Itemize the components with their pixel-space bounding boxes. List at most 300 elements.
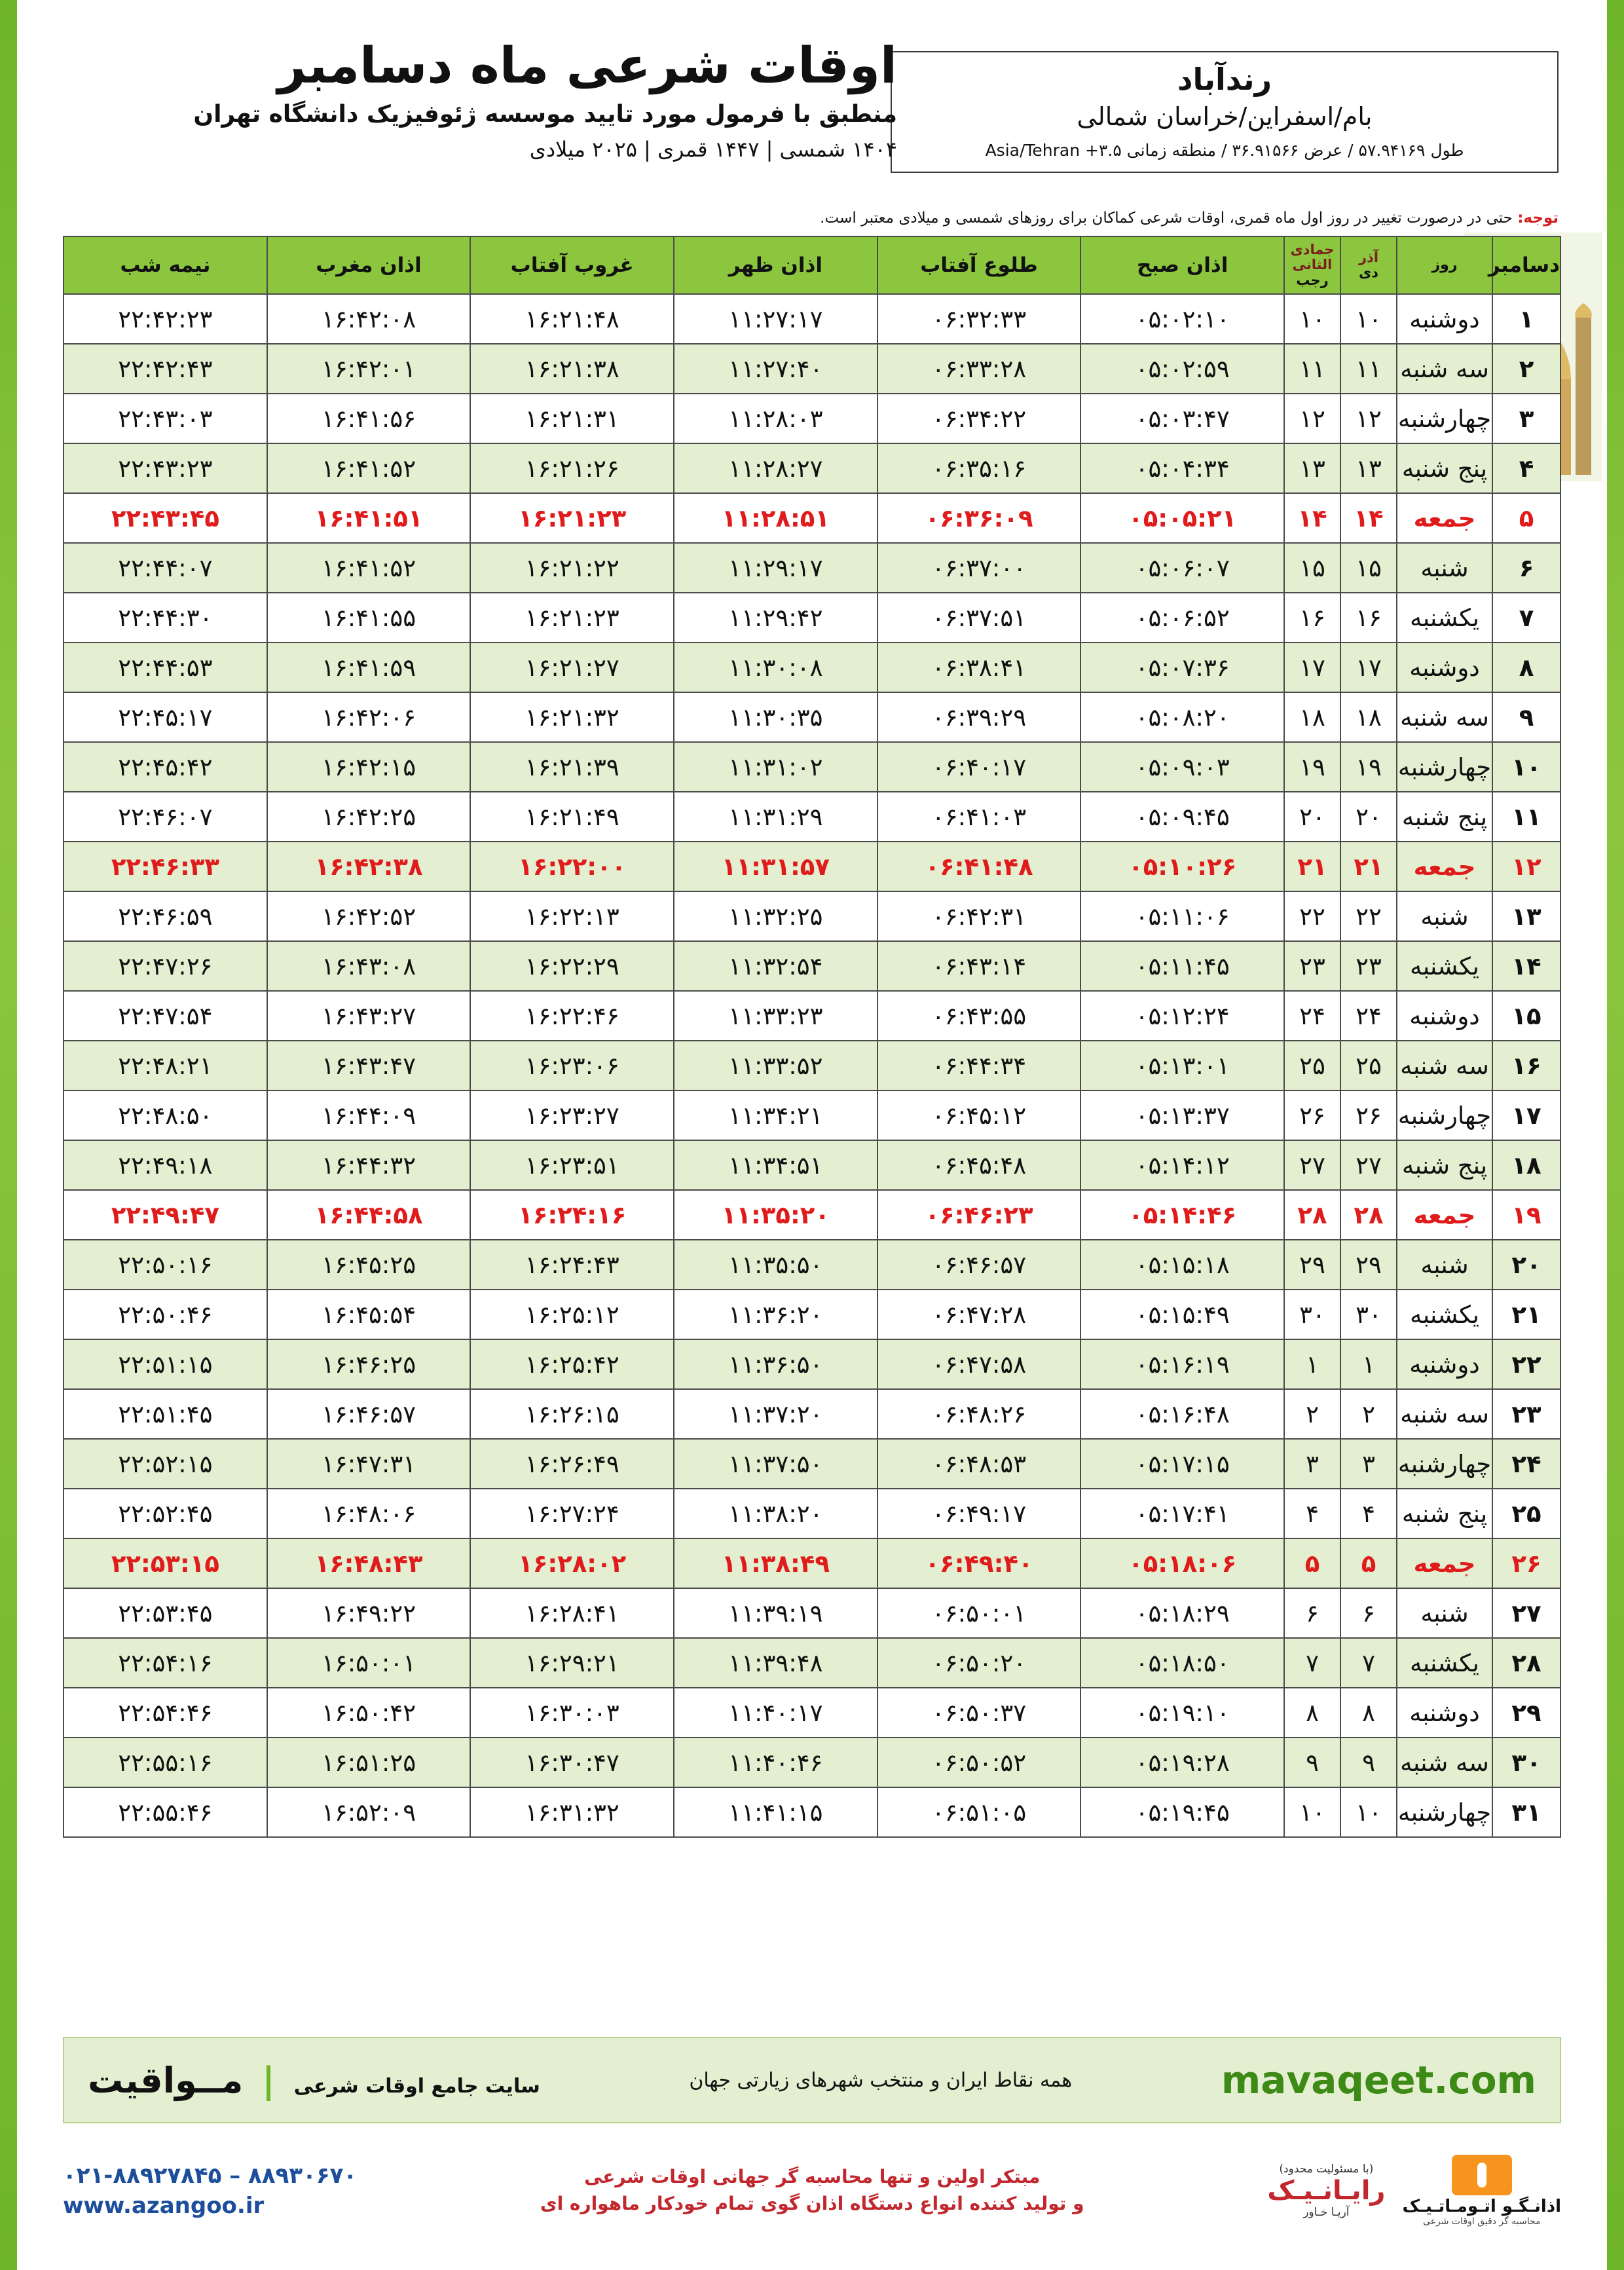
dhuhr-time: ۱۱:۳۲:۲۵ bbox=[674, 891, 877, 941]
rayanik-logo-sub: آریـا خـاور bbox=[1303, 2206, 1350, 2219]
weekday-name: شنبه bbox=[1397, 1588, 1492, 1638]
table-row bbox=[64, 1041, 1560, 1090]
col-header-sunrise: طلوع آفتاب bbox=[877, 236, 1081, 294]
col-header-maghrib: اذان مغرب bbox=[267, 236, 471, 294]
dhuhr-time: ۱۱:۴۰:۴۶ bbox=[674, 1738, 877, 1787]
note-line bbox=[79, 210, 1559, 227]
solar-header-top: آذر bbox=[1358, 249, 1379, 265]
midnight-time: ۲۲:۵۳:۴۵ bbox=[64, 1588, 267, 1638]
table-row bbox=[64, 294, 1560, 344]
solar-date: ۷ bbox=[1340, 1638, 1397, 1688]
hijri-header-top: جمادی الثانی bbox=[1290, 242, 1335, 273]
fajr-time: ۰۵:۱۸:۲۹ bbox=[1080, 1588, 1284, 1638]
fajr-time: ۰۵:۰۳:۴۷ bbox=[1080, 394, 1284, 443]
hijri-date: ۳ bbox=[1284, 1439, 1340, 1489]
sunrise-time: ۰۶:۴۶:۵۷ bbox=[877, 1240, 1081, 1290]
azangoo-mark-icon bbox=[1452, 2155, 1512, 2195]
sunset-time: ۱۶:۲۵:۱۲ bbox=[470, 1290, 674, 1339]
rayanik-logo-top: (با مسئولیت محدود) bbox=[1279, 2163, 1374, 2176]
hijri-date: ۷ bbox=[1284, 1638, 1340, 1688]
azangoo-logo-sub: محاسبه گر دقیق اوقات شرعی bbox=[1422, 2216, 1541, 2227]
col-header-solar bbox=[1340, 236, 1397, 294]
table-row bbox=[64, 1787, 1560, 1837]
hijri-date: ۲۰ bbox=[1284, 792, 1340, 842]
footer-azangoo-website[interactable]: www.azangoo.ir bbox=[63, 2193, 265, 2219]
azangoo-logo bbox=[1402, 2155, 1561, 2227]
hijri-date: ۲۱ bbox=[1284, 842, 1340, 891]
day-number: ۲۱ bbox=[1492, 1290, 1560, 1339]
weekday-name: دوشنبه bbox=[1397, 1339, 1492, 1389]
solar-date: ۱۶ bbox=[1340, 593, 1397, 642]
weekday-name: جمعه bbox=[1397, 1190, 1492, 1240]
solar-header-bottom: دی bbox=[1358, 265, 1379, 280]
hijri-date: ۱۹ bbox=[1284, 742, 1340, 792]
weekday-name: یکشنبه bbox=[1397, 1638, 1492, 1688]
weekday-name: شنبه bbox=[1397, 891, 1492, 941]
fajr-time: ۰۵:۱۰:۲۶ bbox=[1080, 842, 1284, 891]
day-number: ۵ bbox=[1492, 493, 1560, 543]
table-row bbox=[64, 1489, 1560, 1538]
maghrib-time: ۱۶:۴۲:۰۶ bbox=[267, 692, 471, 742]
maghrib-time: ۱۶:۵۰:۰۱ bbox=[267, 1638, 471, 1688]
midnight-time: ۲۲:۵۲:۱۵ bbox=[64, 1439, 267, 1489]
fajr-time: ۰۵:۱۲:۲۴ bbox=[1080, 991, 1284, 1041]
hijri-date: ۹ bbox=[1284, 1738, 1340, 1787]
hijri-date: ۲۸ bbox=[1284, 1190, 1340, 1240]
weekday-name: شنبه bbox=[1397, 543, 1492, 593]
hijri-date: ۱۸ bbox=[1284, 692, 1340, 742]
footer-contact bbox=[63, 2163, 357, 2219]
note-label: توجه: bbox=[1517, 210, 1559, 227]
table-body bbox=[64, 294, 1560, 1837]
sunset-time: ۱۶:۲۱:۳۸ bbox=[470, 344, 674, 394]
midnight-time: ۲۲:۴۹:۱۸ bbox=[64, 1140, 267, 1190]
title-block bbox=[79, 36, 897, 162]
weekday-name: جمعه bbox=[1397, 1538, 1492, 1588]
weekday-name: پنج شنبه bbox=[1397, 1140, 1492, 1190]
table-header-row bbox=[64, 236, 1560, 294]
dhuhr-time: ۱۱:۲۸:۲۷ bbox=[674, 443, 877, 493]
hijri-date: ۱۰ bbox=[1284, 1787, 1340, 1837]
day-number: ۳۰ bbox=[1492, 1738, 1560, 1787]
note-text: حتی در درصورت تغییر در روز اول ماه قمری، اوقات شرعی کماکان برای روزهای شمسی و میلادی معتبر است. bbox=[820, 210, 1513, 227]
hijri-date: ۱ bbox=[1284, 1339, 1340, 1389]
weekday-name: یکشنبه bbox=[1397, 941, 1492, 991]
solar-date: ۱۰ bbox=[1340, 1787, 1397, 1837]
weekday-name: چهارشنبه bbox=[1397, 1787, 1492, 1837]
midnight-time: ۲۲:۴۶:۳۳ bbox=[64, 842, 267, 891]
dhuhr-time: ۱۱:۳۱:۵۷ bbox=[674, 842, 877, 891]
maghrib-time: ۱۶:۴۱:۵۶ bbox=[267, 394, 471, 443]
hijri-date: ۱۷ bbox=[1284, 642, 1340, 692]
col-header-dhuhr: اذان ظهر bbox=[674, 236, 877, 294]
solar-date: ۸ bbox=[1340, 1688, 1397, 1738]
maghrib-time: ۱۶:۴۵:۲۵ bbox=[267, 1240, 471, 1290]
dhuhr-time: ۱۱:۳۳:۵۲ bbox=[674, 1041, 877, 1090]
sunrise-time: ۰۶:۴۹:۴۰ bbox=[877, 1538, 1081, 1588]
footer-desc-line-2: و تولید کننده انواع دستگاه اذان گوی تمام خودکار ماهواره ای bbox=[540, 2193, 1084, 2214]
table-row bbox=[64, 842, 1560, 891]
sunrise-time: ۰۶:۴۵:۱۲ bbox=[877, 1090, 1081, 1140]
midnight-time: ۲۲:۴۶:۵۹ bbox=[64, 891, 267, 941]
day-number: ۶ bbox=[1492, 543, 1560, 593]
day-number: ۱ bbox=[1492, 294, 1560, 344]
fajr-time: ۰۵:۱۷:۱۵ bbox=[1080, 1439, 1284, 1489]
hijri-date: ۸ bbox=[1284, 1688, 1340, 1738]
col-header-weekday: روز bbox=[1397, 236, 1492, 294]
city-info-box bbox=[891, 51, 1559, 173]
solar-date: ۱۷ bbox=[1340, 642, 1397, 692]
day-number: ۱۳ bbox=[1492, 891, 1560, 941]
table-row bbox=[64, 543, 1560, 593]
solar-date: ۳ bbox=[1340, 1439, 1397, 1489]
weekday-name: سه شنبه bbox=[1397, 344, 1492, 394]
hijri-date: ۲۲ bbox=[1284, 891, 1340, 941]
sunset-time: ۱۶:۳۱:۳۲ bbox=[470, 1787, 674, 1837]
maghrib-time: ۱۶:۴۱:۵۲ bbox=[267, 443, 471, 493]
dhuhr-time: ۱۱:۳۵:۲۰ bbox=[674, 1190, 877, 1240]
hijri-date: ۵ bbox=[1284, 1538, 1340, 1588]
weekday-name: پنج شنبه bbox=[1397, 443, 1492, 493]
maghrib-time: ۱۶:۵۲:۰۹ bbox=[267, 1787, 471, 1837]
weekday-name: چهارشنبه bbox=[1397, 742, 1492, 792]
city-coordinates: طول ۵۷.۹۴۱۶۹ / عرض ۳۶.۹۱۵۶۶ / منطقه زمانی ۳.۵+ Asia/Tehran bbox=[985, 140, 1464, 160]
city-region: بام/اسفراین/خراسان شمالی bbox=[1077, 102, 1373, 132]
maghrib-time: ۱۶:۴۲:۰۸ bbox=[267, 294, 471, 344]
fajr-time: ۰۵:۱۴:۴۶ bbox=[1080, 1190, 1284, 1240]
fajr-time: ۰۵:۱۱:۰۶ bbox=[1080, 891, 1284, 941]
solar-date: ۵ bbox=[1340, 1538, 1397, 1588]
weekday-name: دوشنبه bbox=[1397, 294, 1492, 344]
sunset-time: ۱۶:۲۶:۴۹ bbox=[470, 1439, 674, 1489]
solar-date: ۶ bbox=[1340, 1588, 1397, 1638]
dhuhr-time: ۱۱:۳۰:۰۸ bbox=[674, 642, 877, 692]
fajr-time: ۰۵:۰۵:۲۱ bbox=[1080, 493, 1284, 543]
solar-date: ۱۱ bbox=[1340, 344, 1397, 394]
day-number: ۷ bbox=[1492, 593, 1560, 642]
dhuhr-time: ۱۱:۳۷:۵۰ bbox=[674, 1439, 877, 1489]
fajr-time: ۰۵:۱۶:۴۸ bbox=[1080, 1389, 1284, 1439]
sunrise-time: ۰۶:۳۲:۳۳ bbox=[877, 294, 1081, 344]
sunset-time: ۱۶:۲۷:۲۴ bbox=[470, 1489, 674, 1538]
sunrise-time: ۰۶:۳۶:۰۹ bbox=[877, 493, 1081, 543]
maghrib-time: ۱۶:۴۱:۵۵ bbox=[267, 593, 471, 642]
day-number: ۱۵ bbox=[1492, 991, 1560, 1041]
dhuhr-time: ۱۱:۳۸:۲۰ bbox=[674, 1489, 877, 1538]
solar-date: ۱ bbox=[1340, 1339, 1397, 1389]
table-row bbox=[64, 1638, 1560, 1688]
sunset-time: ۱۶:۲۵:۴۲ bbox=[470, 1339, 674, 1389]
dhuhr-time: ۱۱:۳۶:۵۰ bbox=[674, 1339, 877, 1389]
sunset-time: ۱۶:۲۸:۰۲ bbox=[470, 1538, 674, 1588]
solar-date: ۲۶ bbox=[1340, 1090, 1397, 1140]
midnight-time: ۲۲:۴۳:۰۳ bbox=[64, 394, 267, 443]
sunrise-time: ۰۶:۵۰:۰۱ bbox=[877, 1588, 1081, 1638]
midnight-time: ۲۲:۵۵:۱۶ bbox=[64, 1738, 267, 1787]
sunrise-time: ۰۶:۳۷:۰۰ bbox=[877, 543, 1081, 593]
maghrib-time: ۱۶:۴۱:۵۹ bbox=[267, 642, 471, 692]
dhuhr-time: ۱۱:۳۴:۲۱ bbox=[674, 1090, 877, 1140]
sunset-time: ۱۶:۲۱:۴۹ bbox=[470, 792, 674, 842]
midnight-time: ۲۲:۵۳:۱۵ bbox=[64, 1538, 267, 1588]
table-row bbox=[64, 742, 1560, 792]
sunrise-time: ۰۶:۴۷:۲۸ bbox=[877, 1290, 1081, 1339]
dhuhr-time: ۱۱:۳۸:۴۹ bbox=[674, 1538, 877, 1588]
maghrib-time: ۱۶:۴۸:۰۶ bbox=[267, 1489, 471, 1538]
maghrib-time: ۱۶:۴۴:۳۲ bbox=[267, 1140, 471, 1190]
hijri-date: ۲ bbox=[1284, 1389, 1340, 1439]
table-row bbox=[64, 1090, 1560, 1140]
day-number: ۱۴ bbox=[1492, 941, 1560, 991]
weekday-name: پنج شنبه bbox=[1397, 1489, 1492, 1538]
table-row bbox=[64, 1389, 1560, 1439]
col-header-hijri bbox=[1284, 236, 1340, 294]
solar-date: ۳۰ bbox=[1340, 1290, 1397, 1339]
table-row bbox=[64, 891, 1560, 941]
midnight-time: ۲۲:۴۴:۵۳ bbox=[64, 642, 267, 692]
day-number: ۲۸ bbox=[1492, 1638, 1560, 1688]
maghrib-time: ۱۶:۴۶:۲۵ bbox=[267, 1339, 471, 1389]
footer-bottom bbox=[63, 2142, 1561, 2240]
maghrib-time: ۱۶:۴۷:۳۱ bbox=[267, 1439, 471, 1489]
dhuhr-time: ۱۱:۳۱:۲۹ bbox=[674, 792, 877, 842]
solar-date: ۴ bbox=[1340, 1489, 1397, 1538]
fajr-time: ۰۵:۱۸:۰۶ bbox=[1080, 1538, 1284, 1588]
solar-date: ۲۵ bbox=[1340, 1041, 1397, 1090]
fajr-time: ۰۵:۰۹:۴۵ bbox=[1080, 792, 1284, 842]
midnight-time: ۲۲:۵۴:۴۶ bbox=[64, 1688, 267, 1738]
solar-date: ۱۲ bbox=[1340, 394, 1397, 443]
sunrise-time: ۰۶:۴۶:۲۳ bbox=[877, 1190, 1081, 1240]
day-number: ۲۵ bbox=[1492, 1489, 1560, 1538]
table-row bbox=[64, 941, 1560, 991]
table-row bbox=[64, 1688, 1560, 1738]
maghrib-time: ۱۶:۴۶:۵۷ bbox=[267, 1389, 471, 1439]
midnight-time: ۲۲:۴۵:۴۲ bbox=[64, 742, 267, 792]
hijri-date: ۱۳ bbox=[1284, 443, 1340, 493]
sunset-time: ۱۶:۲۱:۴۸ bbox=[470, 294, 674, 344]
city-name: رندآباد bbox=[1177, 62, 1272, 97]
fajr-time: ۰۵:۰۶:۰۷ bbox=[1080, 543, 1284, 593]
sunrise-time: ۰۶:۴۳:۵۵ bbox=[877, 991, 1081, 1041]
table-row bbox=[64, 344, 1560, 394]
sunset-time: ۱۶:۲۱:۳۲ bbox=[470, 692, 674, 742]
day-number: ۱۱ bbox=[1492, 792, 1560, 842]
fajr-time: ۰۵:۰۸:۲۰ bbox=[1080, 692, 1284, 742]
solar-date: ۱۹ bbox=[1340, 742, 1397, 792]
maghrib-time: ۱۶:۴۳:۴۷ bbox=[267, 1041, 471, 1090]
solar-date: ۲ bbox=[1340, 1389, 1397, 1439]
weekday-name: شنبه bbox=[1397, 1240, 1492, 1290]
sunrise-time: ۰۶:۴۸:۲۶ bbox=[877, 1389, 1081, 1439]
day-number: ۱۹ bbox=[1492, 1190, 1560, 1240]
weekday-name: دوشنبه bbox=[1397, 642, 1492, 692]
day-number: ۲ bbox=[1492, 344, 1560, 394]
footer-tagline: همه نقاط ایران و منتخب شهرهای زیارتی جهان bbox=[689, 2068, 1073, 2092]
table-row bbox=[64, 1339, 1560, 1389]
footer-brand: سایت جامع اوقات شرعی | مــواقیت bbox=[88, 2059, 540, 2101]
fajr-time: ۰۵:۱۵:۴۹ bbox=[1080, 1290, 1284, 1339]
sunset-time: ۱۶:۲۱:۲۳ bbox=[470, 593, 674, 642]
midnight-time: ۲۲:۵۵:۴۶ bbox=[64, 1787, 267, 1837]
sunset-time: ۱۶:۳۰:۰۳ bbox=[470, 1688, 674, 1738]
table-row bbox=[64, 1240, 1560, 1290]
table-row bbox=[64, 1439, 1560, 1489]
sunrise-time: ۰۶:۴۳:۱۴ bbox=[877, 941, 1081, 991]
dhuhr-time: ۱۱:۳۹:۴۸ bbox=[674, 1638, 877, 1688]
sunset-time: ۱۶:۲۱:۳۹ bbox=[470, 742, 674, 792]
day-number: ۱۸ bbox=[1492, 1140, 1560, 1190]
hijri-date: ۱۱ bbox=[1284, 344, 1340, 394]
maghrib-time: ۱۶:۴۲:۲۵ bbox=[267, 792, 471, 842]
weekday-name: دوشنبه bbox=[1397, 1688, 1492, 1738]
fajr-time: ۰۵:۱۳:۰۱ bbox=[1080, 1041, 1284, 1090]
midnight-time: ۲۲:۵۱:۱۵ bbox=[64, 1339, 267, 1389]
hijri-header-bottom: رجب bbox=[1296, 272, 1329, 288]
weekday-name: چهارشنبه bbox=[1397, 1090, 1492, 1140]
midnight-time: ۲۲:۴۲:۲۳ bbox=[64, 294, 267, 344]
azangoo-logo-text: اذانـگـو اتـومـاتـیـک bbox=[1402, 2197, 1561, 2216]
sunrise-time: ۰۶:۵۰:۲۰ bbox=[877, 1638, 1081, 1688]
footer-phone: ۰۲۱-۸۸۹۲۷۸۴۵ – ۸۸۹۳۰۶۷۰ bbox=[63, 2163, 358, 2189]
hijri-date: ۲۹ bbox=[1284, 1240, 1340, 1290]
midnight-time: ۲۲:۵۲:۴۵ bbox=[64, 1489, 267, 1538]
sunrise-time: ۰۶:۴۴:۳۴ bbox=[877, 1041, 1081, 1090]
hijri-date: ۶ bbox=[1284, 1588, 1340, 1638]
dhuhr-time: ۱۱:۴۰:۱۷ bbox=[674, 1688, 877, 1738]
weekday-name: دوشنبه bbox=[1397, 991, 1492, 1041]
hijri-date: ۱۴ bbox=[1284, 493, 1340, 543]
solar-date: ۲۲ bbox=[1340, 891, 1397, 941]
midnight-time: ۲۲:۴۹:۴۷ bbox=[64, 1190, 267, 1240]
col-header-midnight: نیمه شب bbox=[64, 236, 267, 294]
solar-date: ۱۰ bbox=[1340, 294, 1397, 344]
solar-date: ۱۳ bbox=[1340, 443, 1397, 493]
dhuhr-time: ۱۱:۳۱:۰۲ bbox=[674, 742, 877, 792]
sunrise-time: ۰۶:۴۵:۴۸ bbox=[877, 1140, 1081, 1190]
maghrib-time: ۱۶:۴۲:۵۲ bbox=[267, 891, 471, 941]
table-row bbox=[64, 1190, 1560, 1240]
table-row bbox=[64, 1290, 1560, 1339]
midnight-time: ۲۲:۴۷:۲۶ bbox=[64, 941, 267, 991]
maghrib-time: ۱۶:۴۴:۰۹ bbox=[267, 1090, 471, 1140]
solar-date: ۱۴ bbox=[1340, 493, 1397, 543]
day-number: ۳۱ bbox=[1492, 1787, 1560, 1837]
decorative-left-bar bbox=[0, 0, 17, 2270]
fajr-time: ۰۵:۰۶:۵۲ bbox=[1080, 593, 1284, 642]
sunrise-time: ۰۶:۳۵:۱۶ bbox=[877, 443, 1081, 493]
day-number: ۱۷ bbox=[1492, 1090, 1560, 1140]
sunrise-time: ۰۶:۳۸:۴۱ bbox=[877, 642, 1081, 692]
dhuhr-time: ۱۱:۲۷:۴۰ bbox=[674, 344, 877, 394]
day-number: ۴ bbox=[1492, 443, 1560, 493]
day-number: ۳ bbox=[1492, 394, 1560, 443]
rayanik-logo bbox=[1267, 2163, 1385, 2219]
footer-brand-main: مــواقیت bbox=[88, 2059, 244, 2101]
table-row bbox=[64, 443, 1560, 493]
solar-date: ۱۵ bbox=[1340, 543, 1397, 593]
dhuhr-time: ۱۱:۳۶:۲۰ bbox=[674, 1290, 877, 1339]
fajr-time: ۰۵:۱۹:۱۰ bbox=[1080, 1688, 1284, 1738]
year-line: ۱۴۰۴ شمسی | ۱۴۴۷ قمری | ۲۰۲۵ میلادی bbox=[529, 136, 897, 162]
maghrib-time: ۱۶:۵۱:۲۵ bbox=[267, 1738, 471, 1787]
hijri-date: ۱۰ bbox=[1284, 294, 1340, 344]
solar-date: ۱۸ bbox=[1340, 692, 1397, 742]
rayanik-logo-text: رایـانـیـک bbox=[1267, 2176, 1386, 2206]
day-number: ۲۷ bbox=[1492, 1588, 1560, 1638]
weekday-name: سه شنبه bbox=[1397, 1041, 1492, 1090]
sunset-time: ۱۶:۳۰:۴۷ bbox=[470, 1738, 674, 1787]
weekday-name: چهارشنبه bbox=[1397, 394, 1492, 443]
solar-date: ۲۰ bbox=[1340, 792, 1397, 842]
hijri-date: ۲۷ bbox=[1284, 1140, 1340, 1190]
maghrib-time: ۱۶:۴۳:۲۷ bbox=[267, 991, 471, 1041]
fajr-time: ۰۵:۱۹:۴۵ bbox=[1080, 1787, 1284, 1837]
sunrise-time: ۰۶:۳۴:۲۲ bbox=[877, 394, 1081, 443]
maghrib-time: ۱۶:۴۱:۵۱ bbox=[267, 493, 471, 543]
midnight-time: ۲۲:۴۸:۵۰ bbox=[64, 1090, 267, 1140]
dhuhr-time: ۱۱:۲۸:۰۳ bbox=[674, 394, 877, 443]
solar-date: ۲۴ bbox=[1340, 991, 1397, 1041]
midnight-time: ۲۲:۵۰:۱۶ bbox=[64, 1240, 267, 1290]
dhuhr-time: ۱۱:۳۳:۲۳ bbox=[674, 991, 877, 1041]
fajr-time: ۰۵:۰۴:۳۴ bbox=[1080, 443, 1284, 493]
sunrise-time: ۰۶:۴۲:۳۱ bbox=[877, 891, 1081, 941]
sunset-time: ۱۶:۲۴:۱۶ bbox=[470, 1190, 674, 1240]
col-header-fajr: اذان صبح bbox=[1080, 236, 1284, 294]
day-number: ۲۳ bbox=[1492, 1389, 1560, 1439]
day-number: ۱۶ bbox=[1492, 1041, 1560, 1090]
hijri-date: ۲۴ bbox=[1284, 991, 1340, 1041]
footer-brand-bar bbox=[63, 2037, 1561, 2123]
hijri-date: ۱۶ bbox=[1284, 593, 1340, 642]
day-number: ۸ bbox=[1492, 642, 1560, 692]
midnight-time: ۲۲:۴۳:۴۵ bbox=[64, 493, 267, 543]
fajr-time: ۰۵:۱۷:۴۱ bbox=[1080, 1489, 1284, 1538]
sunrise-time: ۰۶:۵۰:۵۲ bbox=[877, 1738, 1081, 1787]
page-subtitle: منطبق با فرمول مورد تایید موسسه ژئوفیزیک دانشگاه تهران bbox=[193, 100, 897, 128]
footer-website[interactable]: mavaqeet.com bbox=[1221, 2058, 1536, 2102]
weekday-name: سه شنبه bbox=[1397, 1389, 1492, 1439]
prayer-times-table-wrap bbox=[63, 236, 1561, 1838]
maghrib-time: ۱۶:۴۲:۱۵ bbox=[267, 742, 471, 792]
fajr-time: ۰۵:۱۸:۵۰ bbox=[1080, 1638, 1284, 1688]
sunset-time: ۱۶:۲۹:۲۱ bbox=[470, 1638, 674, 1688]
sunset-time: ۱۶:۲۲:۴۶ bbox=[470, 991, 674, 1041]
midnight-time: ۲۲:۵۴:۱۶ bbox=[64, 1638, 267, 1688]
page-title: اوقات شرعی ماه دسامبر bbox=[277, 36, 897, 94]
sunset-time: ۱۶:۲۲:۲۹ bbox=[470, 941, 674, 991]
dhuhr-time: ۱۱:۳۲:۵۴ bbox=[674, 941, 877, 991]
decorative-right-bar bbox=[1607, 0, 1624, 2270]
weekday-name: جمعه bbox=[1397, 842, 1492, 891]
hijri-date: ۲۶ bbox=[1284, 1090, 1340, 1140]
dhuhr-time: ۱۱:۲۷:۱۷ bbox=[674, 294, 877, 344]
midnight-time: ۲۲:۴۸:۲۱ bbox=[64, 1041, 267, 1090]
sunset-time: ۱۶:۲۲:۱۳ bbox=[470, 891, 674, 941]
fajr-time: ۰۵:۱۶:۱۹ bbox=[1080, 1339, 1284, 1389]
table-row bbox=[64, 593, 1560, 642]
midnight-time: ۲۲:۴۴:۳۰ bbox=[64, 593, 267, 642]
fajr-time: ۰۵:۰۲:۵۹ bbox=[1080, 344, 1284, 394]
sunrise-time: ۰۶:۴۹:۱۷ bbox=[877, 1489, 1081, 1538]
sunset-time: ۱۶:۲۱:۲۶ bbox=[470, 443, 674, 493]
maghrib-time: ۱۶:۴۴:۵۸ bbox=[267, 1190, 471, 1240]
table-row bbox=[64, 991, 1560, 1041]
fajr-time: ۰۵:۱۱:۴۵ bbox=[1080, 941, 1284, 991]
day-number: ۱۰ bbox=[1492, 742, 1560, 792]
sunrise-time: ۰۶:۵۱:۰۵ bbox=[877, 1787, 1081, 1837]
